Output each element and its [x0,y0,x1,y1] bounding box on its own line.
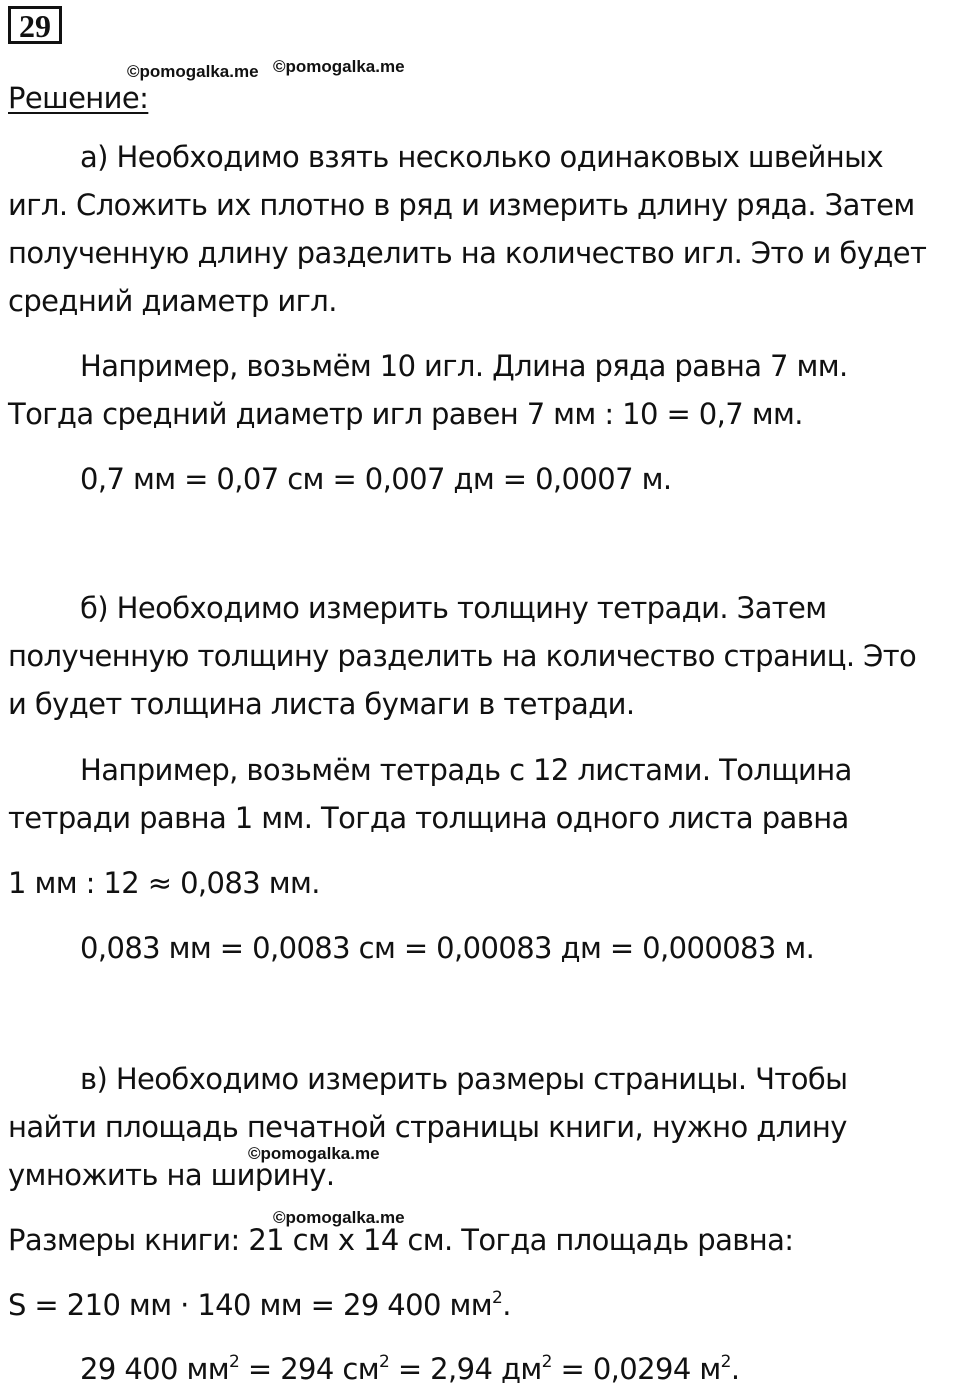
watermark: ©pomogalka.me [248,1144,380,1163]
part-b-line-3: и будет толщина листа бумаги в тетради. [8,687,635,721]
part-a-example-2: Тогда средний диаметр игл равен 7 мм : 10 = 0,7 мм. [8,397,803,431]
part-a-conversion: 0,7 мм = 0,07 см = 0,007 дм = 0,0007 м. [80,462,672,496]
area-exponent: 2 [492,1288,503,1308]
part-b-conversion: 0,083 мм = 0,0083 см = 0,00083 дм = 0,000083 м. [80,931,815,965]
watermark: ©pomogalka.me [273,57,405,76]
part-b-example-2: тетради равна 1 мм. Тогда толщина одного листа равна [8,801,849,835]
area-value-m: = 0,0294 м [551,1352,721,1386]
area-value-cm: = 294 см [239,1352,379,1386]
part-c-line-3: умножить на ширину. [8,1158,335,1192]
part-b-line-2: полученную толщину разделить на количество страниц. Это [8,639,917,673]
part-a-line-3: полученную длину разделить на количество игл. Это и будет [8,236,927,270]
part-b-line-1: б) Необходимо измерить толщину тетради. Затем [80,591,827,625]
area-value-mm: 29 400 мм [80,1352,230,1386]
part-b-example-1: Например, возьмём тетрадь с 12 листами. Толщина [80,753,852,787]
part-b-calc: 1 мм : 12 ≈ 0,083 мм. [8,866,320,900]
watermark: ©pomogalka.me [273,1208,405,1227]
task-number: 29 [19,8,51,44]
area-value-dm: = 2,94 дм [389,1352,542,1386]
part-c-sizes: Размеры книги: 21 см х 14 см. Тогда площадь равна: [8,1223,794,1257]
part-c-line-2: найти площадь печатной страницы книги, нужно длину [8,1110,847,1144]
exponent: 2 [541,1352,552,1372]
part-a-example-1: Например, возьмём 10 игл. Длина ряда равна 7 мм. [80,349,848,383]
exponent: 2 [229,1352,240,1372]
area-formula-text: S = 210 мм · 140 мм = 29 400 мм [8,1288,493,1322]
exponent: 2 [720,1352,731,1372]
part-a-line-2: игл. Сложить их плотно в ряд и измерить длину ряда. Затем [8,188,915,222]
exponent: 2 [379,1352,390,1372]
area-formula-end: . [502,1288,511,1322]
part-c-line-1: в) Необходимо измерить размеры страницы. Чтобы [80,1062,848,1096]
part-a-line-1: а) Необходимо взять несколько одинаковых швейных [80,140,884,174]
part-a-line-4: средний диаметр игл. [8,284,337,318]
task-number-box [8,6,62,44]
solution-heading: Решение: [8,81,149,115]
part-c-area-formula [8,1287,511,1323]
watermark: ©pomogalka.me [127,62,259,81]
area-conversion-end: . [730,1352,740,1386]
part-c-area-conversion [80,1351,739,1387]
